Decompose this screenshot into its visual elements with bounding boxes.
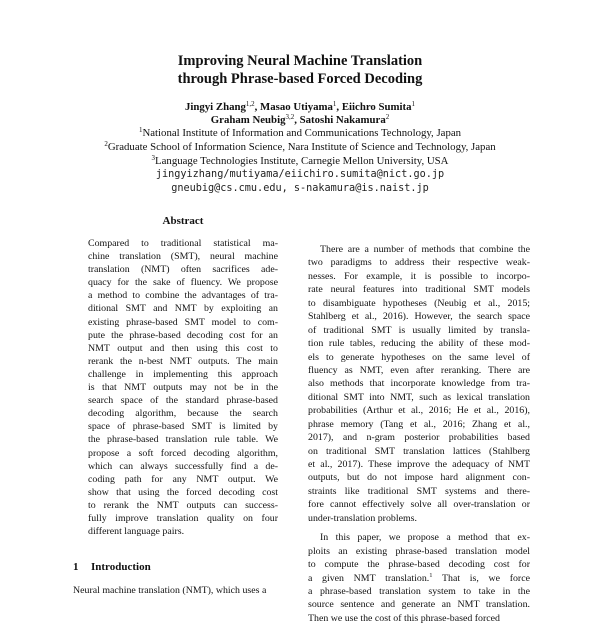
paragraph-proposed-method [308,531,530,625]
abstract-line: decoding algorithm, because the search [88,408,278,420]
author-affil-mark: 2 [385,113,390,121]
text-line: probabilities (Arthur et al., 2016; He et al., 2016), [308,405,530,417]
text-segment: a given NMT translation. [308,572,430,584]
author-name: Jingyi Zhang [184,101,246,113]
author-affil-mark: 3,2 [285,113,295,121]
affiliation-text: National Institute of Information and Communications Technology, Japan [142,127,462,139]
text-line-with-footnote [308,572,530,585]
text-line: of traditional SMT is usually limited by transla- [308,324,530,336]
paper-title-line-2: through Phrase-based Forced Decoding [177,71,423,87]
author-affil-mark: 1,2 [245,100,255,108]
author-name: Masao Utiyama [260,101,333,113]
footnote-mark: 1 [429,571,433,579]
text-line: straints like traditional SMT systems and there- [308,485,530,497]
text-line: In this paper, we propose a method that ex- [320,532,530,544]
abstract-line: a method to combine the advantages of tra- [88,290,278,302]
abstract-line: which can always successfully find a de- [88,460,278,472]
affiliation-mark: 1 [138,126,143,134]
email-line-2: gneubig@cs.cmu.edu, s-nakamura@is.naist.jp [171,183,429,194]
affiliation-text: Graduate School of Information Science, Nara Institute of Science and Technology, Japan [107,141,496,153]
text-line: a phrase-based translation system to take in the [308,585,530,597]
author-affil-mark: 1 [411,100,416,108]
abstract-line: Compared to traditional statistical ma- [88,238,278,249]
text-segment: That is, we force [442,572,530,584]
text-line: on traditional SMT translation lattices (Stahlberg [308,445,530,457]
text-line: phrase memory (Tang et al., 2016; Zhang et al., [308,418,530,430]
abstract-line: space of phrase-based SMT is limited by [88,421,278,433]
text-line: rate neural features into traditional SMT models [308,284,530,296]
text-line: fluency as NMT, even after reranking. There are [308,364,530,376]
paragraph-combine-methods [308,243,530,525]
text-line: to disambiguate hypotheses (Neubig et al., 2015; [308,297,530,309]
abstract-line: rerank the n-best NMT outputs. The main [88,355,278,367]
text-line: two paradigms to address their respective weak- [308,257,530,269]
paper-title-line-1: Improving Neural Machine Translation [177,53,423,69]
abstract-line: is that NMT outputs may not be in the [88,382,278,394]
text-line: 2017), and n-gram posterior probabilities based [308,432,530,444]
introduction-first-line: Neural machine translation (NMT), which uses a [73,585,267,596]
text-line: outputs, but do not impose hard alignment con- [308,472,530,484]
abstract-line: the phrase-based translation rule table. We [88,434,278,446]
author-name: Satoshi Nakamura [299,114,386,126]
text-line: els to generate hypotheses on the same level of [308,351,530,363]
text-line: nesses. For example, it is possible to incorpo- [308,270,530,282]
text-line: also methods that incorporate knowledge from tra- [308,378,530,390]
abstract-line: existing phrase-based SMT model to com- [88,316,278,328]
right-column-body [308,243,530,625]
abstract-line: quacy for the sake of fluency. We propose [88,277,278,289]
abstract-line: ditional SMT and NMT by exploiting an [88,303,278,315]
text-line: Then we use the cost of this phrase-based forced [308,612,500,624]
author-line-1: Jingyi Zhang$^{1,2}$, Masao Utiyama$^1$, Eiichro Sumita$^1$ [184,100,416,113]
text-line: Stahlberg et al., 2016). However, the search space [308,311,530,323]
author-name: Graham Neubig [210,114,286,126]
text-line: source sentence and generate an NMT translation. [308,599,530,611]
abstract-heading: Abstract [162,215,204,227]
affiliation-mark: 2 [104,140,108,148]
text-line: to compute the phrase-based decoding cost for [308,559,530,571]
abstract-line: propose a soft forced decoding algorithm, [88,447,278,459]
abstract-line: challenge in implementing this approach [88,368,278,380]
text-line: fore cannot effectively solve all over-translation or [308,499,530,511]
abstract-line: translation (NMT) often sacrifices ade- [88,264,278,276]
abstract-line: fully improve translation quality on four [88,512,278,524]
author-name: Eiichro Sumita [341,101,412,113]
author-affil-mark: 1 [332,100,337,108]
abstract-line: coding path for any NMT output. We [88,473,278,485]
affiliation-3 [0,152,600,168]
affiliation-mark: 3 [151,154,156,162]
text-line: et al., 2017). These improve the adequacy of NMT [308,459,530,470]
author-line-2: Graham Neubig$^{3,2}$, Satoshi Nakamura$^2$ [210,113,390,126]
text-line: ploits an existing phrase-based translation model [308,545,530,557]
affiliation-text: Language Technologies Institute, Carnegie Mellon University, USA [155,155,449,167]
abstract-body [88,237,278,538]
section-title: Introduction [91,561,151,573]
abstract-line: NMT output and then using this cost to [88,342,278,354]
text-line: ditional SMT into NMT, such as lexical translation [308,391,530,403]
abstract-line: different language pairs. [88,526,185,538]
abstract-line: to rerank the NMT outputs can success- [88,499,278,511]
email-line-1: jingyizhang/mutiyama/eiichiro.sumita@nict.go.jp [155,169,445,180]
section-number: 1 [73,561,79,573]
text-line: tion rule tables, reducing the ability of these mod- [308,338,530,350]
abstract-line: pute the phrase-based decoding cost for an [88,329,278,341]
abstract-line: chine translation (SMT), neural machine [88,251,278,263]
text-line: There are a number of methods that combine the [320,244,530,255]
abstract-line: search space of the standard phrase-based [88,395,278,407]
section-heading-introduction [73,561,151,573]
text-line: under-translation problems. [308,512,417,524]
abstract-line: show that using the forced decoding cost [88,486,278,498]
